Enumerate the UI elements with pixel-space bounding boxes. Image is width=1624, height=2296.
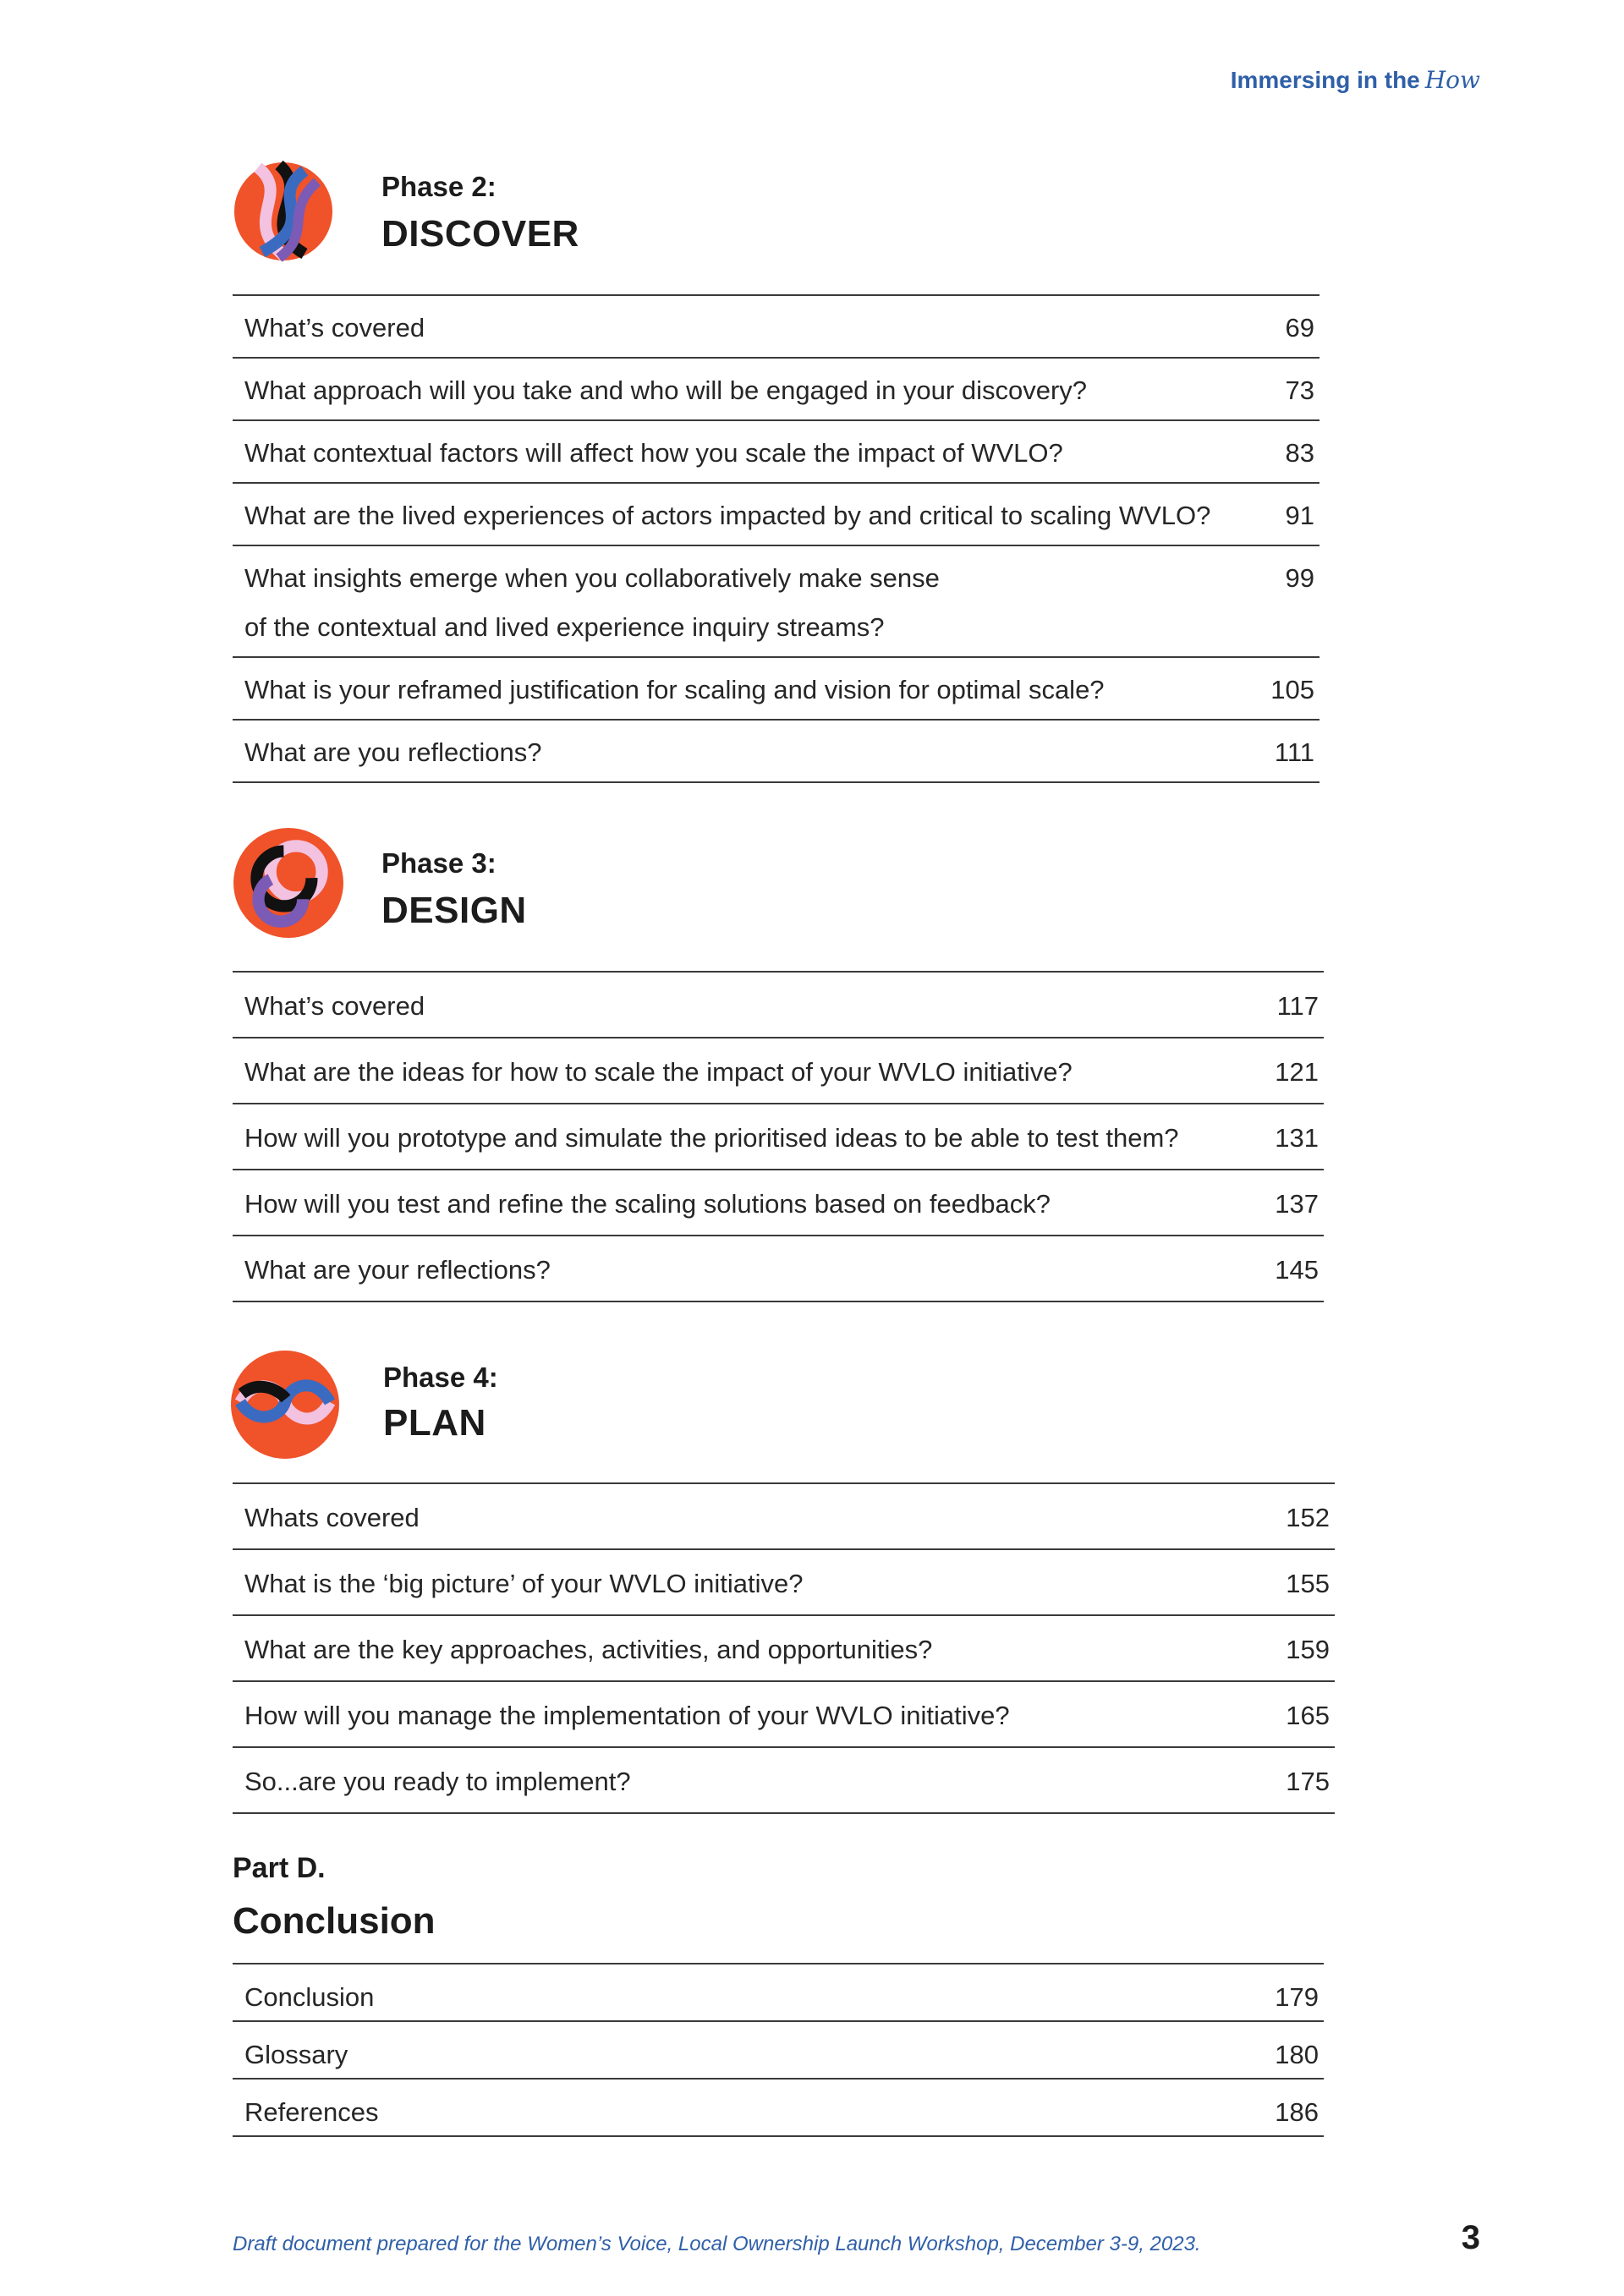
running-header-script: How <box>1424 66 1480 94</box>
toc-row[interactable] <box>233 1964 1324 2022</box>
toc-row-title: How will you manage the implementation of your WVLO initiative? <box>244 1701 1010 1730</box>
toc-row[interactable] <box>233 721 1320 783</box>
part-d-toc <box>233 1963 1324 2137</box>
toc-row-page: 179 <box>1275 1982 1319 2012</box>
toc-row[interactable] <box>233 2022 1324 2080</box>
toc-row-title: What is your reframed justification for scaling and vision for optimal scale? <box>244 675 1105 704</box>
toc-row[interactable] <box>233 1104 1324 1170</box>
toc-row-title: What are the key approaches, activities, and opportunities? <box>244 1635 933 1664</box>
toc-row[interactable] <box>233 1236 1324 1302</box>
part-d-label: Part D. <box>233 1852 326 1884</box>
toc-row-page: 99 <box>1285 563 1314 593</box>
phase-4-knot-icon <box>230 1350 340 1460</box>
toc-row-title: What are the ideas for how to scale the impact of your WVLO initiative? <box>244 1057 1073 1087</box>
phase-2-toc <box>233 294 1320 783</box>
toc-row[interactable] <box>233 421 1320 484</box>
toc-row-page: 165 <box>1286 1701 1330 1730</box>
phase-3-label: Phase 3: <box>381 847 497 879</box>
toc-row-page: 69 <box>1285 313 1314 342</box>
toc-row-page: 111 <box>1274 737 1314 767</box>
toc-row[interactable] <box>233 1550 1335 1616</box>
toc-row-title: What’s covered <box>244 991 425 1021</box>
toc-row[interactable] <box>233 546 1320 658</box>
toc-row-title: What’s covered <box>244 313 425 342</box>
toc-row[interactable] <box>233 296 1320 359</box>
toc-row-page: 91 <box>1285 501 1314 530</box>
toc-row[interactable] <box>233 1038 1324 1104</box>
phase-2-title: DISCOVER <box>381 213 579 255</box>
phase-3-toc <box>233 971 1324 1302</box>
toc-row-title: What approach will you take and who will be engaged in your discovery? <box>244 375 1088 405</box>
phase-2-label: Phase 2: <box>381 171 497 202</box>
toc-row-page: 175 <box>1286 1767 1330 1796</box>
toc-row-page: 83 <box>1285 438 1314 468</box>
toc-row[interactable] <box>233 1484 1335 1550</box>
toc-row-page: 137 <box>1275 1189 1319 1219</box>
toc-row[interactable] <box>233 1682 1335 1748</box>
toc-row-title: What is the ‘big picture’ of your WVLO initiative? <box>244 1569 804 1598</box>
toc-row-title: What contextual factors will affect how you scale the impact of WVLO? <box>244 438 1063 468</box>
phase-3-knot-icon <box>233 827 344 939</box>
toc-row-page: 180 <box>1275 2040 1319 2069</box>
toc-row[interactable] <box>233 658 1320 721</box>
toc-row[interactable] <box>233 359 1320 421</box>
toc-row-page: 121 <box>1275 1057 1319 1087</box>
toc-row-title: So...are you ready to implement? <box>244 1767 631 1796</box>
toc-row-title-line-1: What insights emerge when you collaboratively make sense <box>244 563 940 593</box>
toc-row-page: 131 <box>1275 1123 1319 1153</box>
toc-row[interactable] <box>233 973 1324 1038</box>
toc-row-page: 105 <box>1270 675 1314 704</box>
toc-row-page: 117 <box>1276 991 1319 1021</box>
toc-row[interactable] <box>233 1616 1335 1682</box>
toc-row-page: 159 <box>1286 1635 1330 1664</box>
toc-row-title: What are the lived experiences of actors impacted by and critical to scaling WVLO? <box>244 501 1211 530</box>
page-number: 3 <box>1461 2219 1480 2256</box>
toc-row-page: 73 <box>1285 375 1314 405</box>
toc-row-page: 155 <box>1286 1569 1330 1598</box>
toc-row[interactable] <box>233 1170 1324 1236</box>
toc-row-title: What are your reflections? <box>244 1255 551 1285</box>
toc-row-title: How will you test and refine the scaling solutions based on feedback? <box>244 1189 1051 1219</box>
toc-row-page: 145 <box>1275 1255 1319 1285</box>
running-header-title: Immersing in the <box>1230 67 1420 93</box>
toc-row-page: 186 <box>1275 2097 1319 2127</box>
toc-row[interactable] <box>233 2080 1324 2137</box>
phase-2-section <box>233 161 1315 783</box>
toc-row-title: Conclusion <box>244 1982 375 2012</box>
running-header <box>1231 66 1480 94</box>
part-d-section <box>233 1852 1324 2137</box>
toc-row-title: What are you reflections? <box>244 737 542 767</box>
toc-row-page: 152 <box>1286 1503 1330 1532</box>
toc-row[interactable] <box>233 1748 1335 1814</box>
toc-row[interactable] <box>233 484 1320 546</box>
phase-4-section <box>233 1350 1336 1814</box>
toc-row-title: Whats covered <box>244 1503 420 1532</box>
part-d-title: Conclusion <box>233 1900 436 1942</box>
phase-4-label: Phase 4: <box>383 1362 498 1393</box>
toc-row-title: Glossary <box>244 2040 348 2069</box>
toc-row-title: References <box>244 2097 379 2127</box>
phase-3-title: DESIGN <box>381 890 527 931</box>
phase-4-title: PLAN <box>383 1402 486 1444</box>
phase-3-section <box>233 827 1324 1302</box>
phase-4-toc <box>233 1482 1335 1814</box>
footer-note: Draft document prepared for the Women’s Voice, Local Ownership Launch Workshop, December 3-9, 2023. <box>233 2233 1201 2255</box>
phase-2-knot-icon <box>233 161 334 262</box>
toc-row-title-line-2: of the contextual and lived experience inquiry streams? <box>244 612 885 642</box>
toc-row-title: How will you prototype and simulate the prioritised ideas to be able to test them? <box>244 1123 1179 1153</box>
